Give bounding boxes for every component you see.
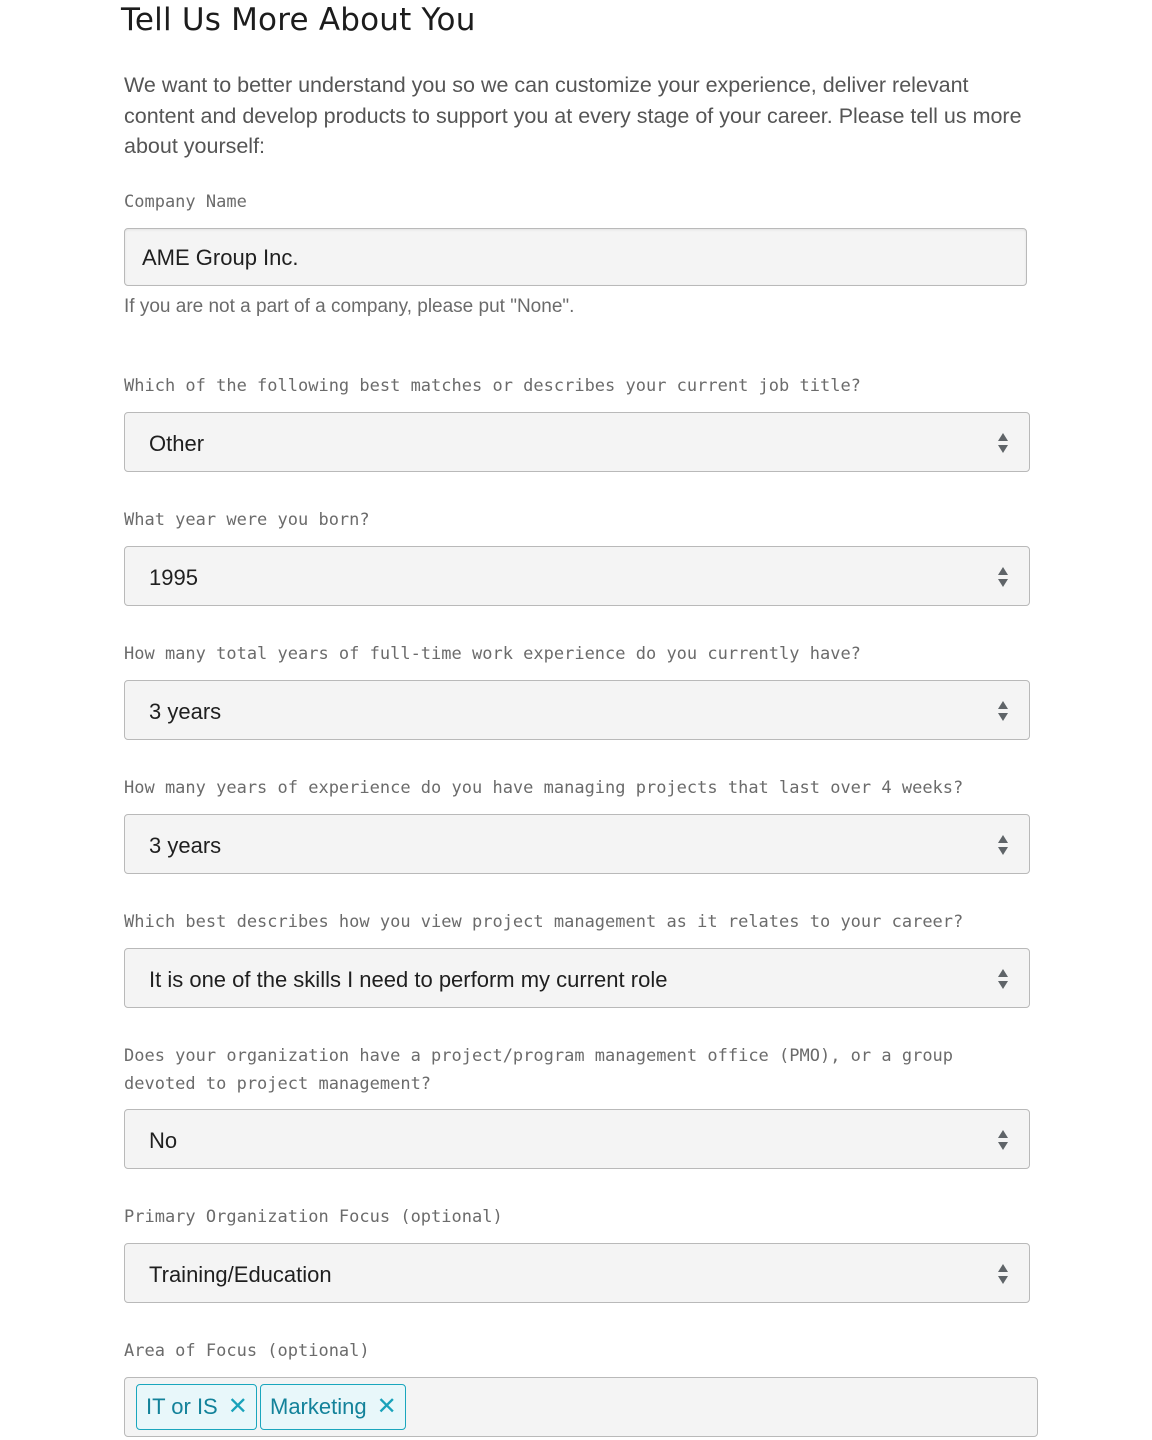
pm-view-select[interactable] [124, 948, 1030, 1008]
company-name-label: Company Name [124, 192, 247, 212]
org-focus-value: Training/Education [149, 1262, 332, 1287]
job-title-label: Which of the following best matches or describes your current job title? [124, 376, 861, 396]
pm-view-label: Which best describes how you view project management as it relates to your career? [124, 912, 964, 932]
area-focus-tag [136, 1384, 257, 1430]
company-name-helper: If you are not a part of a company, please put "None". [124, 296, 575, 317]
job-title-value: Other [149, 431, 205, 456]
close-icon[interactable]: ✕ [376, 1393, 397, 1420]
area-focus-multiselect[interactable] [124, 1377, 1038, 1437]
work-experience-select[interactable] [124, 680, 1030, 740]
close-icon[interactable]: ✕ [227, 1393, 248, 1420]
updown-chevron-icon [997, 699, 1009, 723]
updown-chevron-icon [997, 431, 1009, 455]
updown-chevron-icon [997, 565, 1009, 589]
pm-experience-value: 3 years [149, 833, 222, 858]
org-focus-select[interactable] [124, 1243, 1030, 1303]
work-experience-value: 3 years [149, 699, 222, 724]
area-focus-tag [260, 1384, 406, 1430]
updown-chevron-icon [997, 1262, 1009, 1286]
pmo-value: No [149, 1128, 178, 1153]
updown-chevron-icon [997, 833, 1009, 857]
updown-chevron-icon [997, 1128, 1009, 1152]
pm-view-value: It is one of the skills I need to perform my current role [149, 967, 668, 992]
page-title: Tell Us More About You [121, 2, 476, 38]
area-focus-label: Area of Focus (optional) [124, 1341, 370, 1361]
birth-year-value: 1995 [149, 565, 198, 590]
pmo-select[interactable] [124, 1109, 1030, 1169]
birth-year-select[interactable] [124, 546, 1030, 606]
org-focus-label: Primary Organization Focus (optional) [124, 1207, 503, 1227]
company-name-input[interactable]: AME Group Inc. [124, 228, 1027, 286]
pm-experience-select[interactable] [124, 814, 1030, 874]
birth-year-label: What year were you born? [124, 510, 370, 530]
tag-label: IT or IS [146, 1394, 218, 1419]
updown-chevron-icon [997, 967, 1009, 991]
pmo-label: Does your organization have a project/program management office (PMO), or a group devoted to project management? [124, 1046, 954, 1094]
tag-label: Marketing [270, 1394, 367, 1419]
work-experience-label: How many total years of full-time work experience do you currently have? [124, 644, 861, 664]
pm-experience-label: How many years of experience do you have managing projects that last over 4 weeks? [124, 778, 964, 798]
intro-text: We want to better understand you so we can customize your experience, deliver relevant content and develop products to support you at every stage of your career. Please tell us more about yourself: [124, 73, 1022, 158]
job-title-select[interactable] [124, 412, 1030, 472]
